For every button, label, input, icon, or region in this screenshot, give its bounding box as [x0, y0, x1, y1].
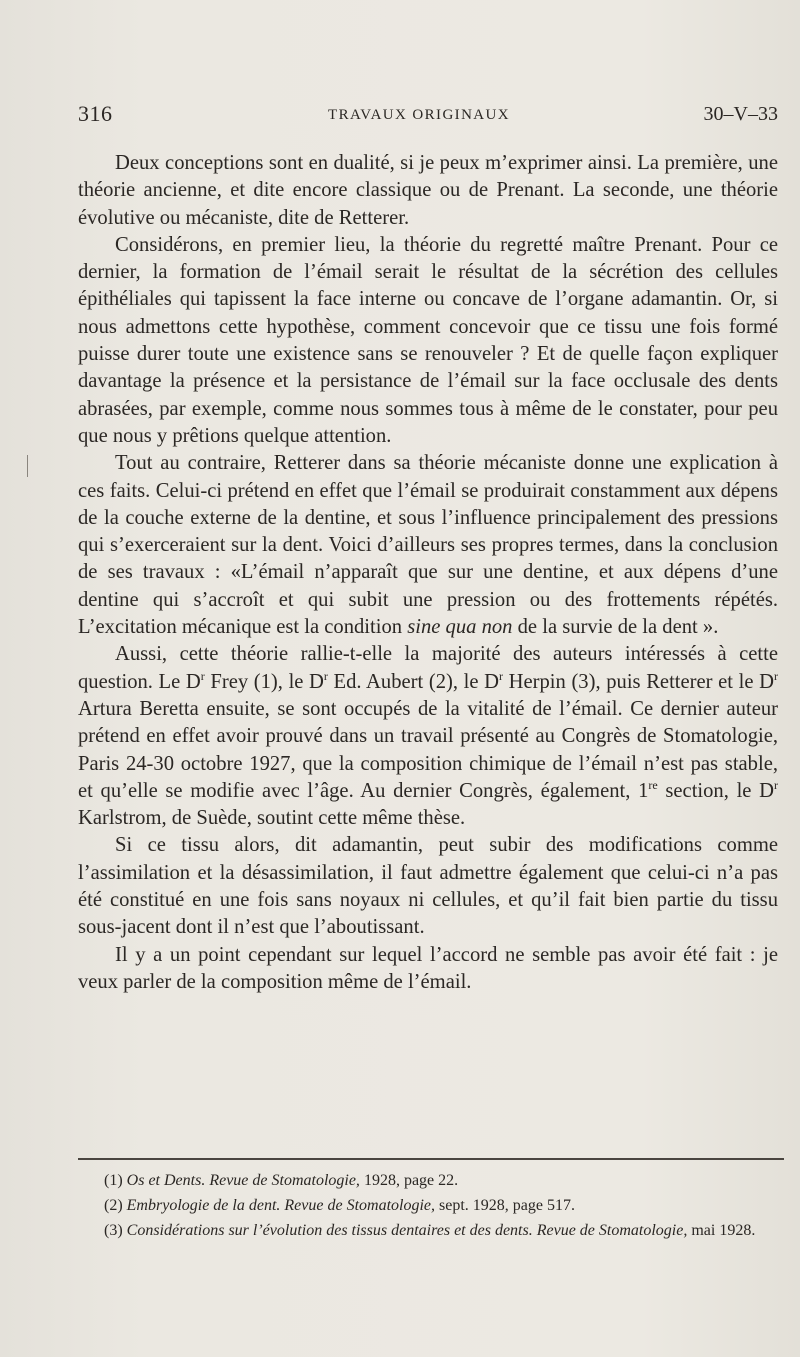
footnote-rule — [78, 1158, 784, 1160]
margin-mark — [27, 455, 28, 477]
superscript-r: r — [774, 777, 778, 792]
footnote-number: (1) — [104, 1172, 123, 1189]
header-date: 30–V–33 — [703, 103, 778, 125]
footnote-number: (2) — [104, 1197, 123, 1214]
running-head: TRAVAUX ORIGINAUX — [328, 107, 511, 123]
paragraph-3-tail: de la survie de la dent ». — [512, 616, 719, 639]
paragraph-4-start: Aussi, cette théorie rallie-t-elle la majorité des auteurs intéressés à cette question. Le D — [78, 643, 778, 693]
paragraph-4-part-a: Frey (1), le D — [204, 670, 324, 693]
footnote-details: mai 1928. — [687, 1222, 756, 1239]
footnotes — [78, 1168, 782, 1243]
superscript-r: r — [499, 668, 504, 683]
footnote-details: sept. 1928, page 517. — [435, 1197, 575, 1214]
paragraph-3 — [78, 450, 778, 641]
paragraph-6: Il y a un point cependant sur lequel l’accord ne semble pas avoir été fait : je veux parler de la composition même de l’émail. — [78, 943, 778, 993]
paragraph-2: Considérons, en premier lieu, la théorie du regretté maître Prenant. Pour ce dernier, la formation de l’émail serait le résultat de la sécrétion des cellules épithéliales qui tapissent la face interne ou concave de l’organe adamantin. Or, si nous admettons cette hypothèse, comment concevoir que ce tissu une fois formé puisse durer toute une existence sans se renouveler ? Et de quelle façon expliquer davantage la présence et la persistance de l’émail sur la face occlusale des dents abrasées, par exemple, comme nous sommes tous à même de le constater, pour peu que nous y prêtions quelque attention. — [78, 233, 778, 447]
body-text — [78, 150, 778, 996]
latin-phrase: sine qua non — [407, 616, 513, 639]
paragraph-4-part-b: Ed. Aubert (2), le D — [327, 670, 500, 693]
paragraph-3-text: Tout au contraire, Retterer dans sa théorie mécaniste donne une explication à ces faits. Celui-ci prétend en effet que l’émail se produirait constamment aux dépens de la couche externe de la dentine, et sous l’influence principalement des pressions qui s’exerceraient sur la dent. Voici d’ailleurs ses propres termes, dans la conclusion de ses travaux : «L’émail n’apparaît que sur une dentine, et aux dépens d’une dentine qui s’accroît et qui subit une pression ou des frottements répétés. L’excitation mécanique est la condition — [78, 452, 778, 639]
footnote-2 — [78, 1193, 782, 1218]
footnote-1 — [78, 1168, 782, 1193]
superscript-re: re — [648, 777, 658, 792]
paragraph-5: Si ce tissu alors, dit adamantin, peut subir des modifications comme l’assimilation et la désassimilation, il faut admettre également que celui-ci n’a pas été constitué en une fois sans noyaux ni cellules, et qu’il fait bien partie du tissu sous-jacent dont il n’est que l’aboutissant. — [78, 834, 778, 939]
paragraph-4-part-d: Artura Beretta ensuite, se sont occupés de la vitalité de l’émail. Ce dernier auteur prétend en effet avoir prouvé dans un travail présenté au Congrès de Stomatologie, Paris 24-30 octobre 1927, que la composition chimique de l’émail n’est pas stable, et qu’elle se modifie avec l’âge. Au dernier Congrès, également, 1 — [78, 697, 778, 802]
superscript-r: r — [323, 668, 328, 683]
paragraph-4-part-c: Herpin (3), puis Retterer et le D — [503, 670, 774, 693]
paragraph-1: Deux conceptions sont en dualité, si je peux m’exprimer ainsi. La première, une théorie ancienne, et dite encore classique ou de Prenant. La seconde, une théorie évolutive ou mécaniste, dite de Retterer. — [78, 152, 778, 229]
footnote-title: Considérations sur l’évolution des tissus dentaires et des dents. Revue de Stomatologie, — [126, 1222, 688, 1239]
footnote-number: (3) — [104, 1222, 123, 1239]
footnote-3 — [78, 1218, 782, 1243]
footnote-details: 1928, page 22. — [359, 1172, 459, 1189]
paragraph-4 — [78, 641, 778, 832]
superscript-r: r — [773, 668, 778, 683]
paragraph-4-part-e: section, le D — [657, 779, 774, 802]
footnote-title: Os et Dents. Revue de Stomatologie, — [126, 1172, 360, 1189]
superscript-r: r — [200, 668, 205, 683]
footnote-title: Embryologie de la dent. Revue de Stomatologie, — [126, 1197, 436, 1214]
page-number: 316 — [78, 101, 113, 126]
paragraph-4-part-f: Karlstrom, de Suède, soutint cette même thèse. — [78, 807, 466, 830]
page-header — [78, 101, 778, 131]
